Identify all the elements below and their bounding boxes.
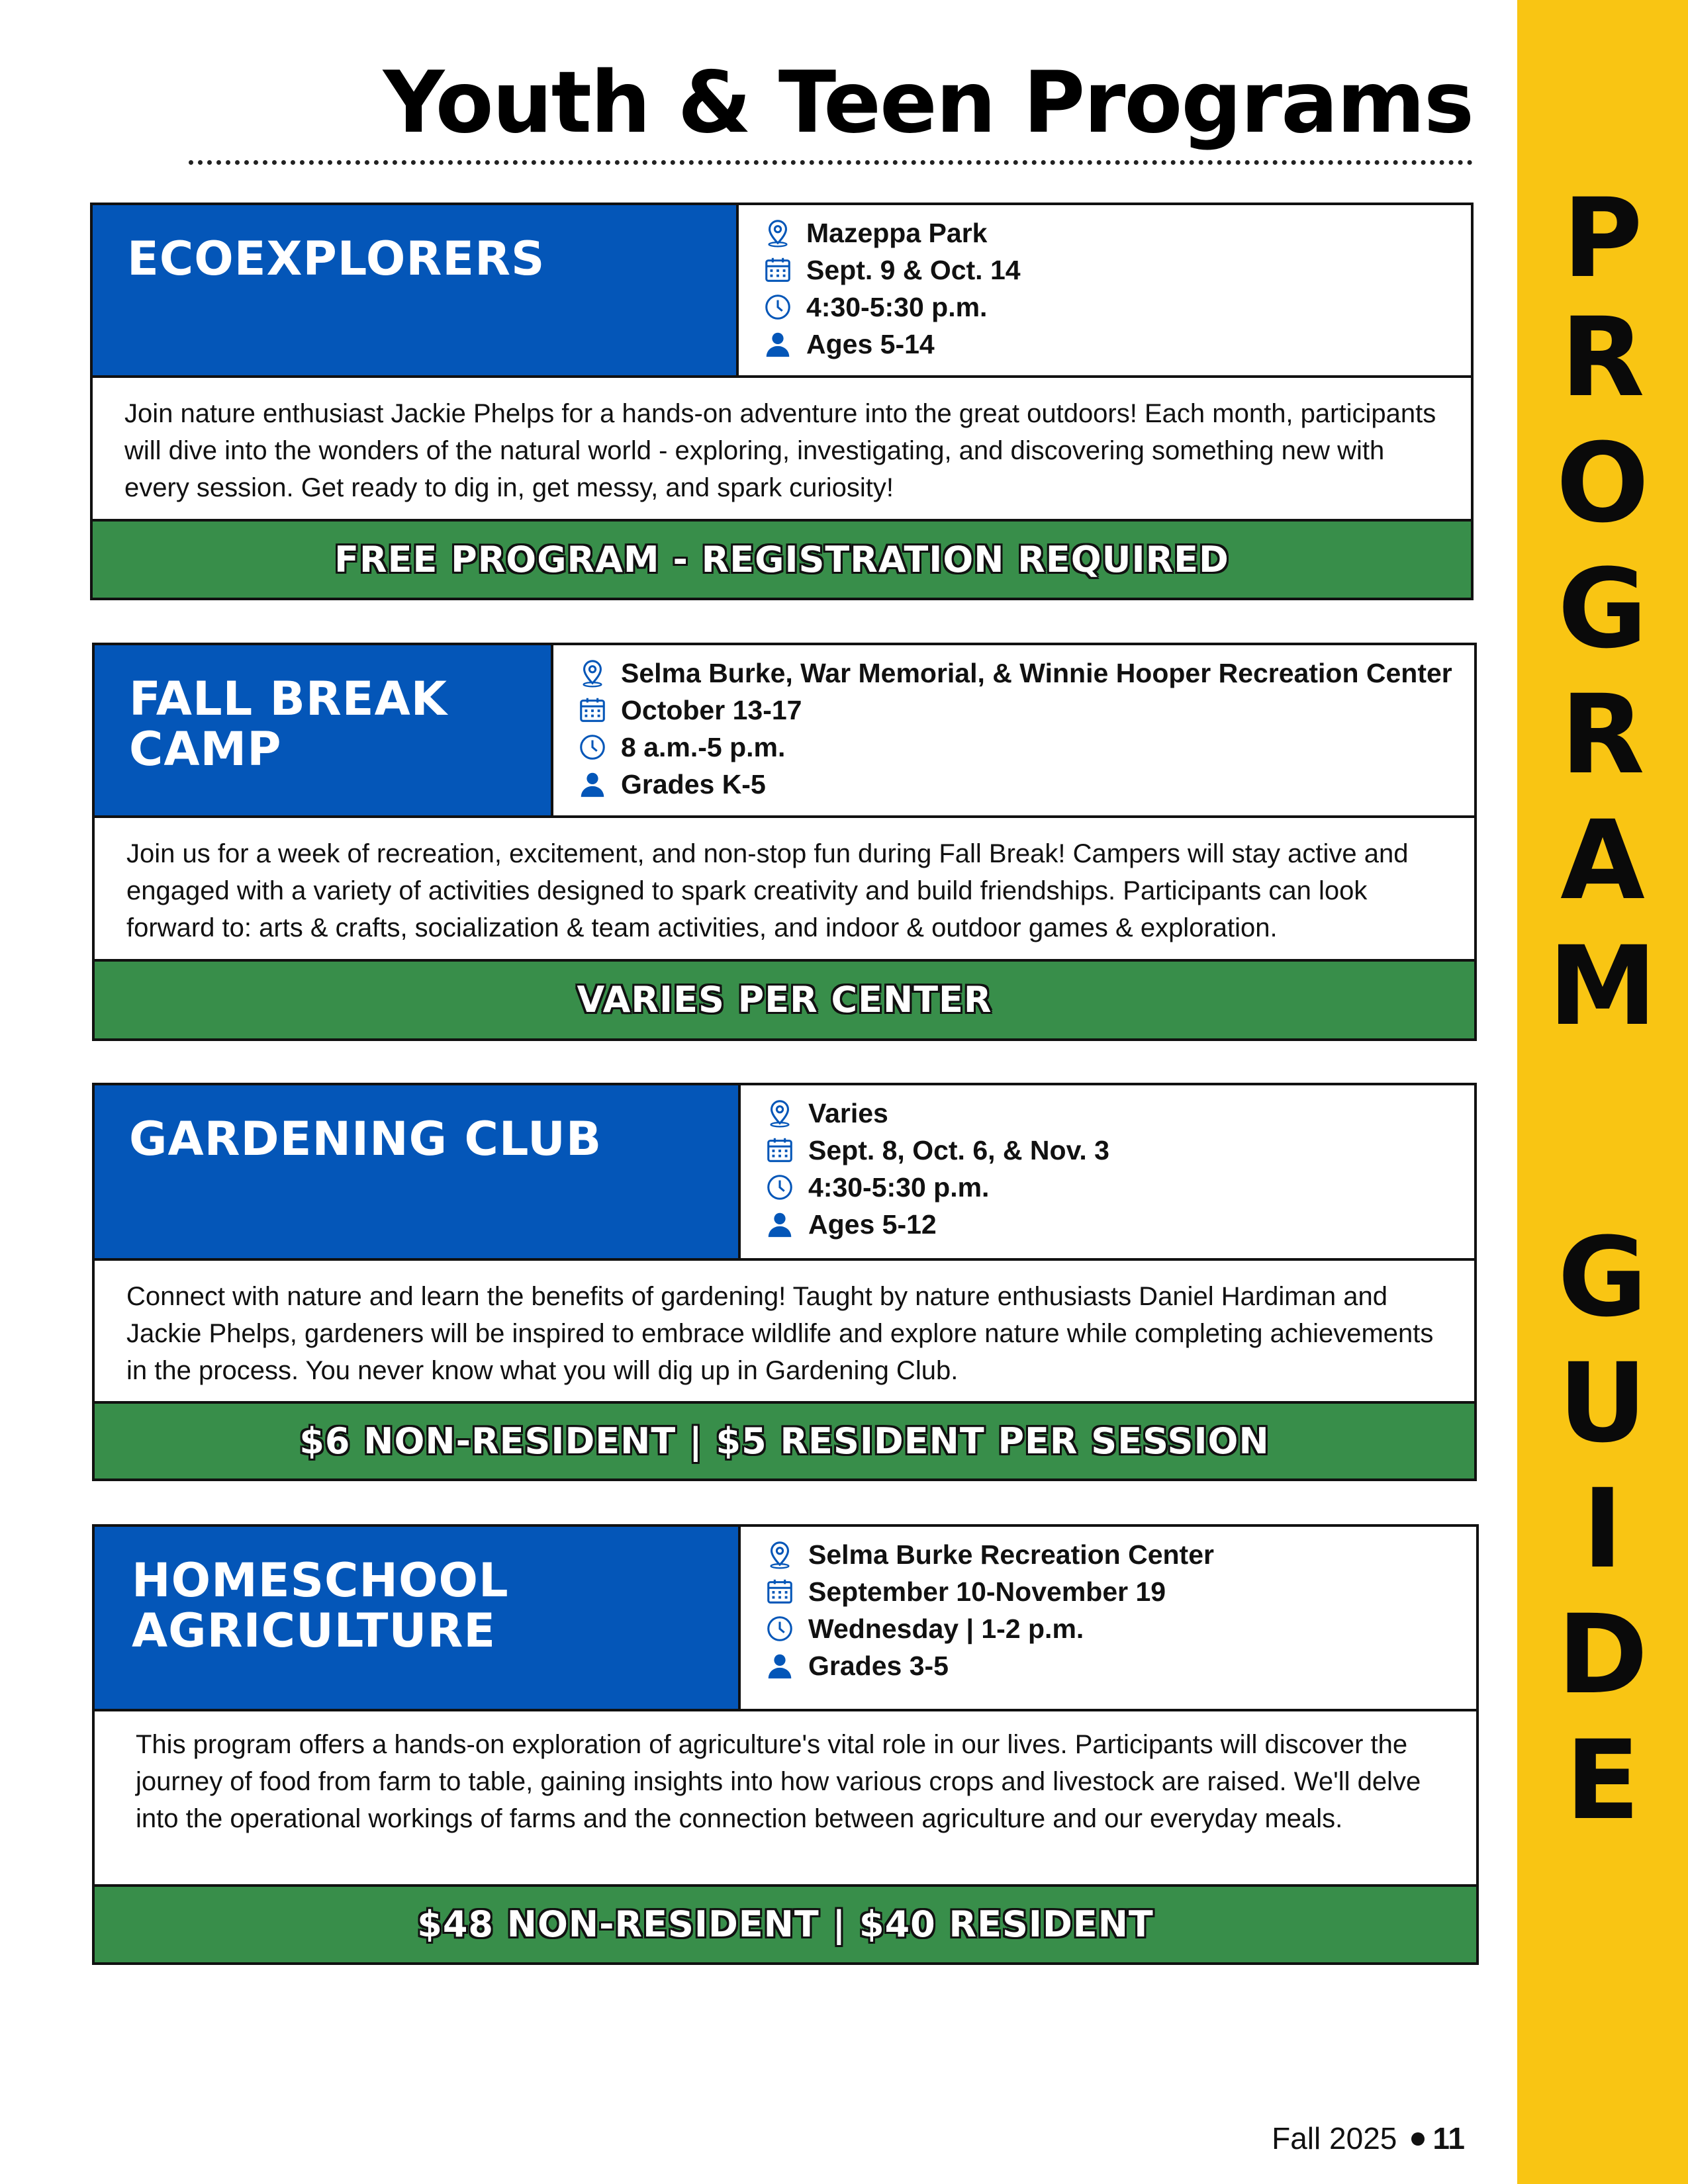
program-fee: VARIES PER CENTER [95,962,1474,1038]
dates-text: October 13-17 [621,694,802,725]
program-name: HOMESCHOOL AGRICULTURE [95,1527,741,1709]
program-guide-sidebar [1517,0,1688,2184]
calendar-icon [765,1576,795,1607]
dates-row [765,1132,1468,1169]
sidebar-letter: A [1560,797,1645,924]
time-text: 8 a.m.-5 p.m. [621,731,786,762]
location-row [765,1536,1470,1573]
page-number: 11 [1432,2121,1465,2156]
dates-text: Sept. 9 & Oct. 14 [806,254,1021,285]
sidebar-letter: E [1565,1717,1640,1844]
program-description: This program offers a hands-on exploration of agriculture's vital role in our lives. Participants will discover the journey of food from farm to table, gaining insights into how various crops and livestock are raised. We'll delve into the operational workings of farms and the connection between agriculture and our everyday meals. [95,1711,1476,1887]
location-text: Selma Burke Recreation Center [808,1539,1214,1570]
calendar-icon [765,1135,795,1165]
ages-text: Ages 5-14 [806,328,935,359]
clock-icon [763,292,793,322]
person-icon [765,1209,795,1240]
footer-season: Fall 2025 [1272,2121,1397,2156]
person-icon [763,329,793,359]
program-name: ECOEXPLORERS [93,205,739,375]
bullet-icon [1411,2132,1425,2146]
clock-icon [765,1614,795,1644]
map-pin-icon [765,1098,795,1128]
title-divider [189,160,1473,165]
dates-row [763,251,1464,289]
program-card-gardening-club [92,1083,1477,1481]
program-card-header [95,1527,1476,1711]
program-description: Join us for a week of recreation, excitement, and non-stop fun during Fall Break! Campers will stay active and engaged with a variety of activities designed to spark creativity and build friendships. Participants can look forward to: arts & crafts, socialization & team activities, and indoor & outdoor games & exploration. [95,818,1474,962]
program-details [765,1536,1470,1684]
program-name: FALL BREAK CAMP [95,645,553,815]
sidebar-letter: G [1558,545,1648,672]
dates-text: September 10-November 19 [808,1576,1166,1607]
program-details [763,214,1464,363]
program-fee: FREE PROGRAM - REGISTRATION REQUIRED [93,522,1471,598]
dates-text: Sept. 8, Oct. 6, & Nov. 3 [808,1134,1109,1165]
location-text: Varies [808,1097,888,1128]
location-text: Selma Burke, War Memorial, & Winnie Hooper Recreation Center [621,657,1452,688]
location-row [577,655,1468,692]
map-pin-icon [765,1539,795,1570]
time-text: 4:30-5:30 p.m. [808,1171,990,1203]
map-pin-icon [763,218,793,248]
sidebar-letter: I [1582,1465,1623,1592]
dates-row [577,692,1468,729]
sidebar-letter: M [1548,923,1658,1050]
dates-row [765,1573,1470,1610]
program-card-header [95,645,1474,818]
ages-text: Grades 3-5 [808,1650,949,1681]
location-text: Mazeppa Park [806,217,988,248]
program-description: Join nature enthusiast Jackie Phelps for a hands-on adventure into the great outdoors! Each month, participants will dive into the wonders of the natural world - exploring, investigating, and discovering something new with every session. Get ready to dig in, get messy, and spark curiosity! [93,378,1471,522]
time-row [765,1169,1468,1206]
ages-row [765,1647,1470,1684]
sidebar-letter: O [1556,420,1650,547]
sidebar-letter: D [1557,1591,1648,1718]
time-row [765,1610,1470,1647]
sidebar-letter: U [1558,1340,1647,1467]
ages-row [763,326,1464,363]
ages-row [577,766,1468,803]
time-text: 4:30-5:30 p.m. [806,291,988,322]
ages-row [765,1206,1468,1243]
program-card-ecoexplorers [90,203,1474,600]
time-row [763,289,1464,326]
sidebar-letter: R [1560,671,1645,798]
program-description: Connect with nature and learn the benefits of gardening! Taught by nature enthusiasts Daniel Hardiman and Jackie Phelps, gardeners will be inspired to embrace wildlife and explore nature while completing achievements in the process. You never know what you will dig up in Gardening Club. [95,1261,1474,1404]
program-details [765,1095,1468,1243]
program-name: GARDENING CLUB [95,1085,741,1258]
calendar-icon [763,255,793,285]
map-pin-icon [577,658,608,688]
time-text: Wednesday | 1-2 p.m. [808,1613,1084,1644]
location-row [765,1095,1468,1132]
page-footer [1272,2120,1465,2156]
sidebar-letter: R [1560,294,1645,421]
program-fee: $48 NON-RESIDENT | $40 RESIDENT [95,1887,1476,1962]
program-card-header [93,205,1471,378]
clock-icon [765,1172,795,1203]
ages-text: Ages 5-12 [808,1208,937,1240]
page-title: Youth & Teen Programs [383,54,1473,152]
clock-icon [577,732,608,762]
program-fee: $6 NON-RESIDENT | $5 RESIDENT PER SESSION [95,1404,1474,1479]
time-row [577,729,1468,766]
program-card-homeschool-agriculture [92,1524,1479,1965]
sidebar-letter: P [1562,175,1643,302]
person-icon [577,769,608,799]
calendar-icon [577,695,608,725]
program-card-fall-break-camp [92,643,1477,1041]
person-icon [765,1651,795,1681]
program-details [577,655,1468,803]
location-row [763,214,1464,251]
program-card-header [95,1085,1474,1261]
sidebar-letter: G [1558,1214,1648,1341]
ages-text: Grades K-5 [621,768,766,799]
